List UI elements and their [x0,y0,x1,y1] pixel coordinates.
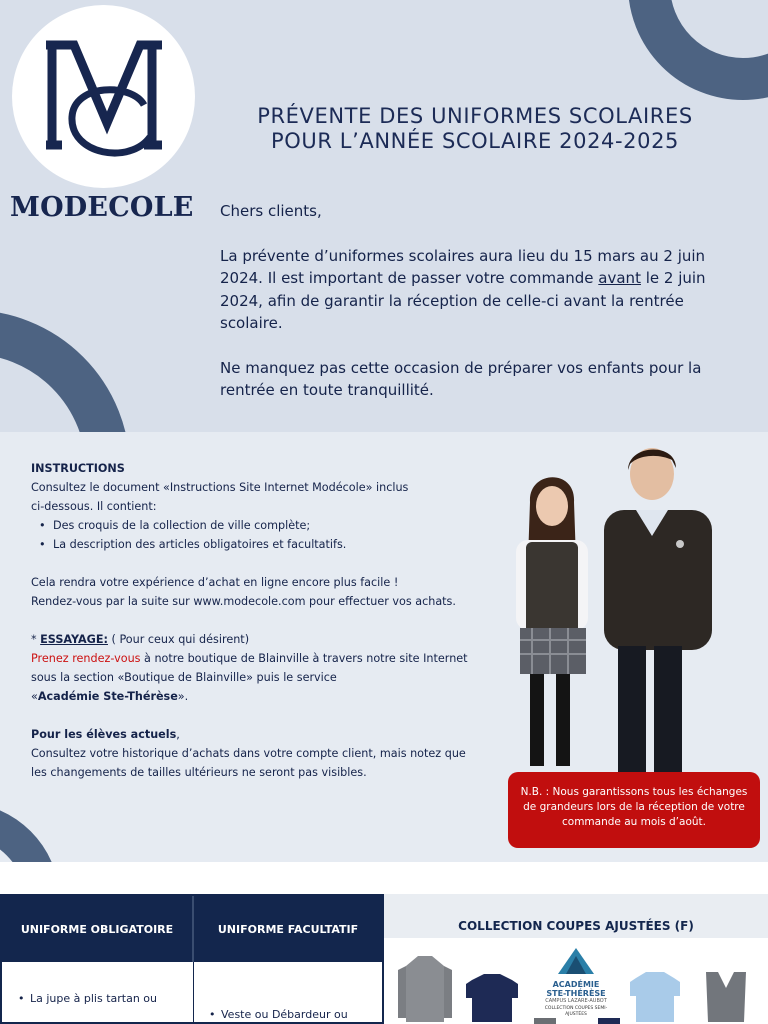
list-item: • Veste ou Débardeur ou [209,1008,383,1021]
essayage-label: ESSAYAGE: [40,633,108,646]
collection-products [384,938,768,1024]
mandatory-uniform-header: UNIFORME OBLIGATOIRE [2,896,194,962]
instructions-line: Consultez le document «Instructions Site Internet Modécole» inclus [31,481,409,494]
page-title [205,104,745,154]
students-in-uniform-photo [500,440,730,780]
brand-name: MODECOLE [10,192,194,223]
list-item: • La description des articles obligatoires et facultatifs. [39,535,491,554]
decorative-arc-bottom-left [0,802,60,862]
rdv-text: à notre boutique de Blainville à travers notre site Internet [140,652,468,665]
optional-uniform-header: UNIFORME FACULTATIF [194,896,382,962]
decorative-arc-left [0,310,130,432]
appointment-link[interactable]: Prenez rendez-vous [31,652,141,665]
rdv-service-line [31,687,491,706]
academy-name: ACADÉMIE [552,980,600,989]
p1-text-a: La prévente d’uniformes scolaires aura lieu du 15 mars au 2 juin 2024. Il est important de passer votre commande [220,246,706,287]
intro-text [220,200,750,424]
optional-uniform-cell [195,962,383,1024]
essayage-prefix: * [31,633,41,646]
current-students-heading [31,725,491,744]
quote-open: « [31,690,38,703]
title-line-1: PRÉVENTE DES UNIFORMES SCOLAIRES [257,104,693,128]
mandatory-uniform-cell [2,962,194,1024]
academy-caption: COLLECTION COUPES SEMI-AJUSTÉES [544,1006,608,1017]
greeting: Chers clients, [220,202,322,220]
instructions-line: Rendez-vous par la suite sur www.modecole.com pour effectuer vos achats. [31,595,456,608]
exchange-guarantee-note: N.B. : Nous garantissons tous les échanges de grandeurs lors de la réception de votre commande au mois d’août. [508,772,760,848]
instructions-heading: INSTRUCTIONS [31,462,125,475]
comma: , [176,728,180,741]
header-section [0,0,768,432]
service-name: Académie Ste-Thérèse [37,690,178,703]
intro-paragraph-2: Ne manquez pas cette occasion de préparer vos enfants pour la rentrée en toute tranquillité. [220,358,702,399]
instructions-section [0,432,768,862]
instructions-block [31,459,491,782]
uniform-table [0,894,384,1024]
intro-paragraph-1 [220,245,750,335]
list-item: • Des croquis de la collection de ville complète; [39,516,491,535]
title-line-2: POUR L’ANNÉE SCOLAIRE 2024-2025 [270,129,680,153]
rdv-line [31,649,491,668]
instructions-line: ci-dessous. Il contient: [31,500,157,513]
quote-close: ». [177,690,189,703]
academy-campus: CAMPUS LAZARE-AUBOT [545,998,607,1004]
instructions-line: les changements de tailles ultérieurs ne seront pas visibles. [31,766,367,779]
current-students-label: Pour les élèves actuels [31,728,177,741]
instructions-list [31,516,491,554]
fitted-collection-panel [384,894,768,1024]
mc-monogram-logo [12,5,195,188]
essayage-line [31,630,491,649]
academy-sub: STE-THÉRÈSE [546,989,606,998]
instructions-line: Cela rendra votre expérience d’achat en ligne encore plus facile ! [31,576,399,589]
uniform-section [0,862,768,1024]
p1-underlined: avant [598,269,641,287]
instructions-line: Consultez votre historique d’achats dans votre compte client, mais notez que [31,747,466,760]
decorative-arc-top-right [628,0,768,100]
academy-badge [536,946,616,1018]
collection-title: COLLECTION COUPES AJUSTÉES (F) [458,919,694,933]
academy-logo-icon [556,946,596,976]
list-item: • La jupe à plis tartan ou [18,992,193,1005]
p1-text-b: le 2 juin 2024, afin de garantir la réception de celle-ci avant la rentrée scolaire. [220,269,706,332]
instructions-line: sous la section «Boutique de Blainville» puis le service [31,671,337,684]
essayage-note: ( Pour ceux qui désirent) [107,633,250,646]
